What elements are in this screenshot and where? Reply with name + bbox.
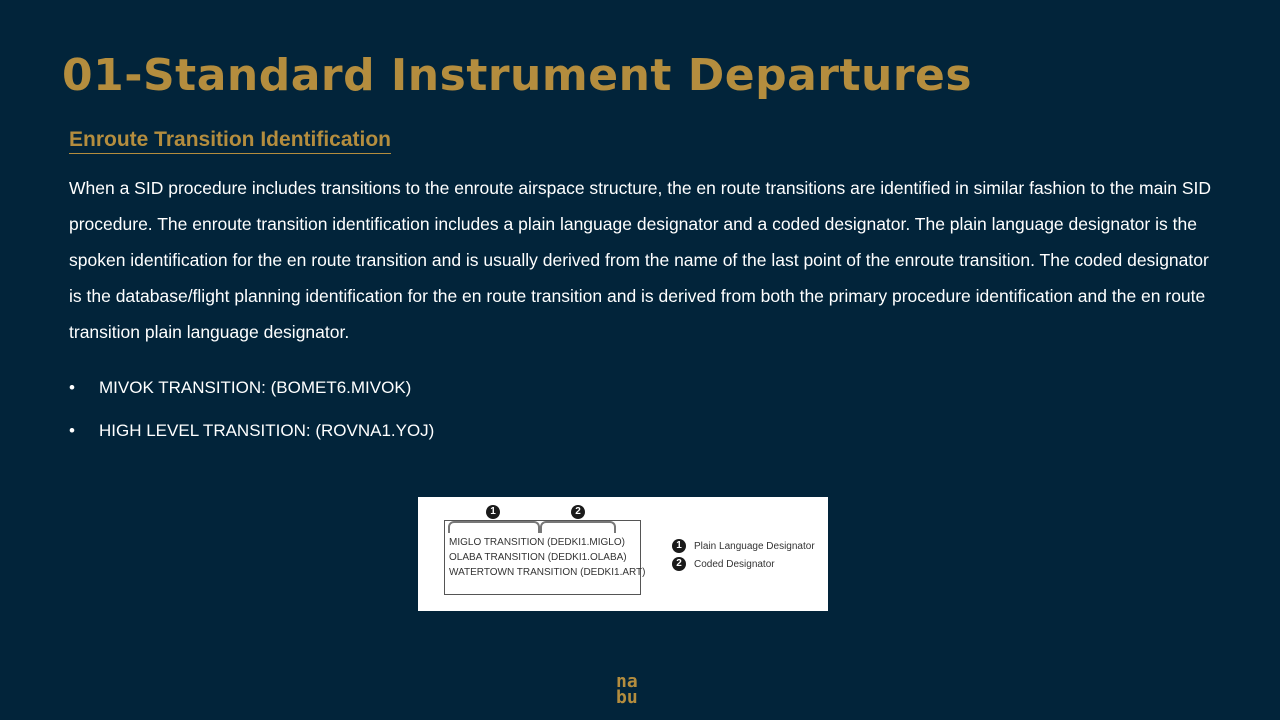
diagram-line: OLABA TRANSITION (DEDKI1.OLABA) [449, 552, 627, 563]
legend-marker-icon: 2 [672, 557, 686, 571]
bullet-text: HIGH LEVEL TRANSITION: (ROVNA1.YOJ) [99, 421, 435, 440]
bullet-text: MIVOK TRANSITION: (BOMET6.MIVOK) [99, 378, 412, 397]
legend-label: Plain Language Designator [694, 540, 815, 552]
legend-label: Coded Designator [694, 558, 775, 570]
logo-bottom: bu [616, 687, 638, 708]
bullet-list [69, 378, 434, 464]
legend-marker-icon: 1 [672, 539, 686, 553]
marker-2-icon: 2 [571, 505, 585, 519]
bullet-item [69, 421, 434, 464]
bullet-icon: • [69, 421, 75, 440]
section-heading: Enroute Transition Identification [69, 128, 391, 154]
brace-coded [540, 521, 616, 533]
slide-title: 01-Standard Instrument Departures [62, 50, 973, 101]
transition-diagram [418, 497, 828, 611]
brace-plain [448, 521, 540, 533]
bullet-item [69, 378, 434, 421]
legend-item [672, 557, 775, 571]
legend-item [672, 539, 815, 553]
diagram-lines [449, 535, 646, 580]
marker-1-icon: 1 [486, 505, 500, 519]
diagram-line: WATERTOWN TRANSITION (DEDKI1.ART) [449, 567, 646, 578]
logo-top: na [616, 671, 638, 692]
body-paragraph: When a SID procedure includes transitions to the enroute airspace structure, the en route transitions are identified in similar fashion to the main SID procedure. The enroute transition identification includes a plain language designator and a coded designator. The plain language designator is the spoken identification for the en route transition and is usually derived from the name of the last point of the enroute transition. The coded designator is the database/flight planning identification for the en route transition and is derived from both the primary procedure identification and the en route transition plain language designator. [69, 178, 1211, 342]
bullet-icon: • [69, 378, 75, 397]
nabu-logo [616, 671, 638, 708]
diagram-line: MIGLO TRANSITION (DEDKI1.MIGLO) [449, 537, 625, 548]
